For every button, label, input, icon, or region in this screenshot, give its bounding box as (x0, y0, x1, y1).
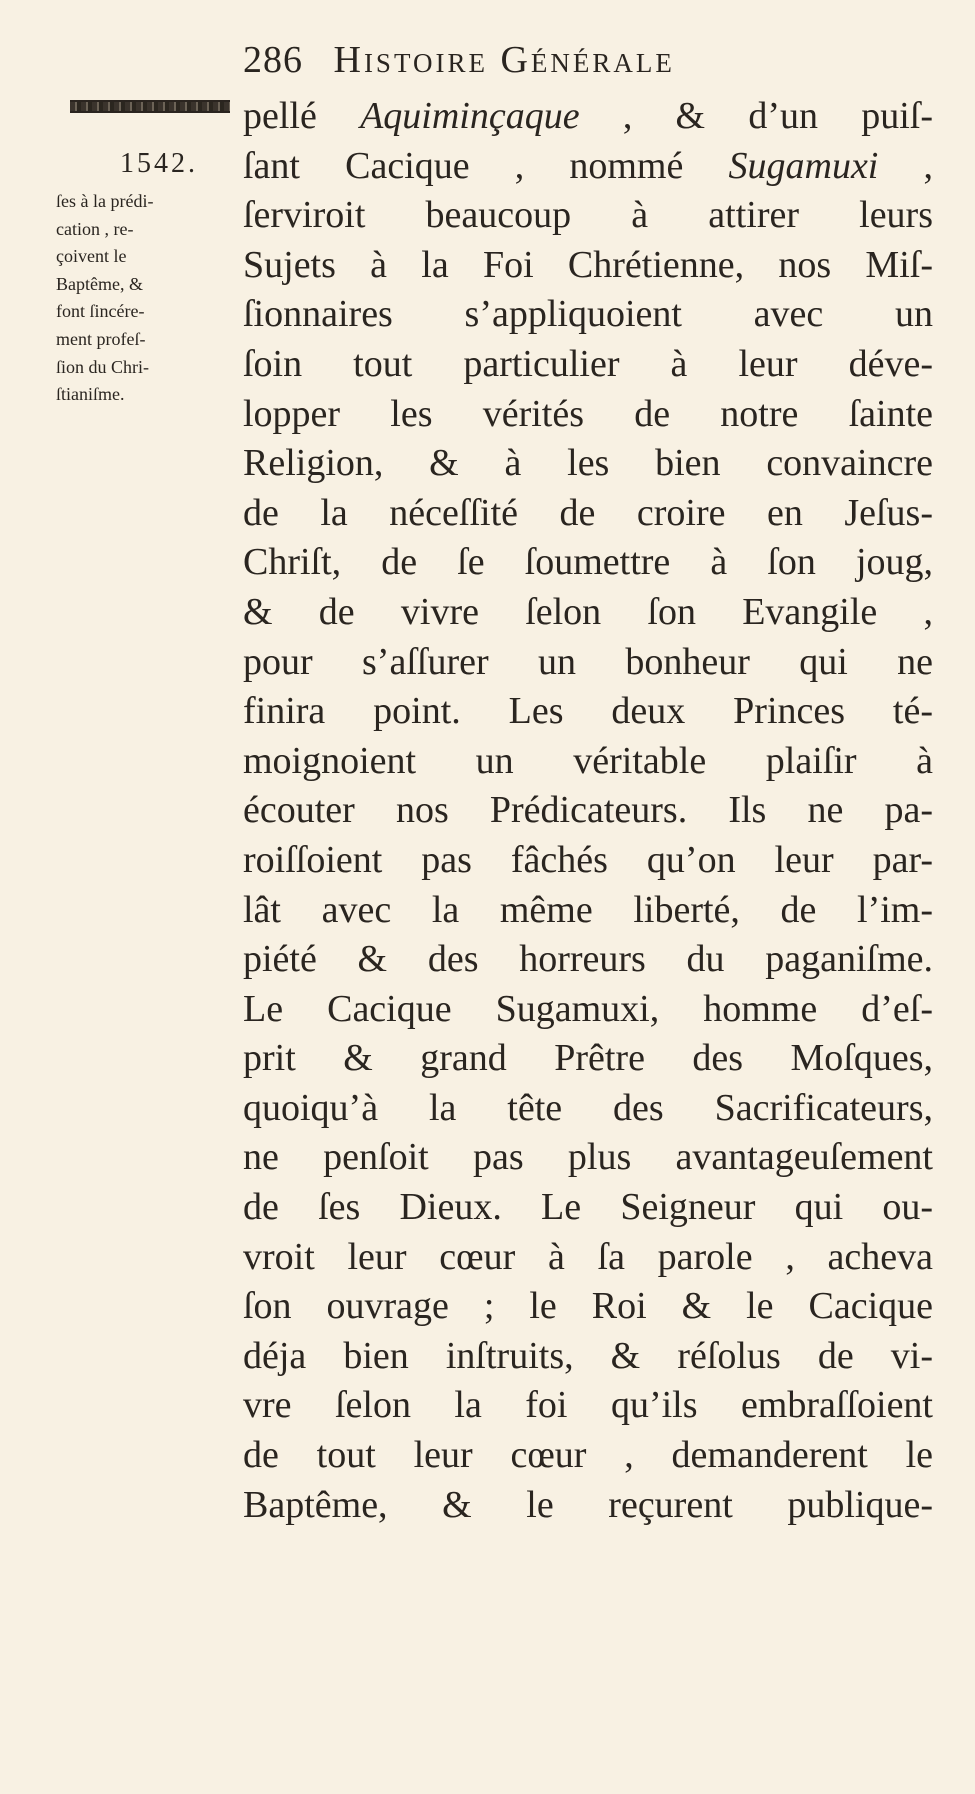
text-line (243, 1481, 933, 1531)
body-text (243, 92, 933, 1530)
text-line (243, 638, 933, 688)
margin-note-line: ſtianiſme. (56, 384, 125, 405)
margin-note-line: ment profeſ- (56, 328, 146, 349)
margin-year: 1542. (120, 148, 198, 179)
text-segment: roiſſoient pas fâchés qu’on leur par- (243, 838, 933, 881)
text-line (243, 1034, 933, 1084)
text-segment: ſon ouvrage ; le Roi & le Cacique (243, 1285, 933, 1328)
text-line (243, 1233, 933, 1283)
text-segment: ſerviroit beaucoup à attirer leurs (243, 194, 933, 237)
text-line (243, 1133, 933, 1183)
text-line (243, 241, 933, 291)
text-line (243, 737, 933, 787)
text-segment: moignoient un véritable plaiſir à (243, 739, 933, 782)
text-segment: ſant Cacique , nommé (243, 144, 729, 187)
text-segment: pellé (243, 95, 361, 137)
text-segment: , (878, 144, 933, 187)
text-line (243, 1084, 933, 1134)
running-header (243, 38, 675, 82)
text-segment: déja bien inſtruits, & réſolus de vi- (243, 1334, 933, 1377)
page-number: 286 (243, 39, 303, 81)
text-segment: de la néceſſité de croire en Jeſus- (243, 491, 933, 534)
italic-name: Sugamuxi (728, 144, 879, 187)
text-segment: Le Cacique Sugamuxi, homme d’eſ- (243, 987, 933, 1030)
text-line (243, 489, 933, 539)
italic-name: Aquiminçaque (360, 95, 580, 137)
margin-note (56, 188, 236, 409)
text-segment: de tout leur cœur , demanderent le (243, 1434, 933, 1477)
text-segment: ſoin tout particulier à leur déve- (243, 342, 933, 385)
text-line (243, 1431, 933, 1481)
text-line (243, 92, 933, 142)
text-segment: vre ſelon la foi qu’ils embraſſoient (243, 1384, 933, 1427)
margin-note-line: Baptême, & (56, 273, 143, 294)
text-segment: Sujets à la Foi Chrétienne, nos Miſ- (243, 243, 933, 286)
text-segment: Religion, & à les bien convaincre (243, 442, 933, 485)
text-line (243, 538, 933, 588)
margin-note-line: çoivent le (56, 246, 127, 267)
text-segment: ſionnaires s’appliquoient avec un (243, 293, 933, 336)
text-segment: quoiqu’à la tête des Sacrificateurs, (243, 1086, 933, 1129)
text-segment: piété & des horreurs du paganiſme. (243, 938, 933, 981)
text-line (243, 687, 933, 737)
text-line (243, 390, 933, 440)
text-segment: , & d’un puiſ- (579, 95, 933, 137)
text-segment: finira point. Les deux Princes té- (243, 690, 933, 733)
text-line (243, 1183, 933, 1233)
text-line (243, 985, 933, 1035)
text-line (243, 886, 933, 936)
margin-note-line: ſion du Chri- (56, 356, 149, 377)
text-line (243, 836, 933, 886)
text-line (243, 935, 933, 985)
text-segment: pour s’aſſurer un bonheur qui ne (243, 640, 933, 683)
text-line (243, 786, 933, 836)
text-segment: vroit leur cœur à ſa parole , acheva (243, 1235, 933, 1278)
text-segment: Chriſt, de ſe ſoumettre à ſon joug, (243, 541, 933, 584)
text-line (243, 439, 933, 489)
margin-note-line: cation , re- (56, 218, 134, 239)
text-line (243, 142, 933, 192)
ornament-rule (70, 100, 230, 113)
text-line (243, 191, 933, 241)
text-line (243, 1332, 933, 1382)
running-title: Histoire Générale (333, 39, 675, 81)
text-line (243, 1282, 933, 1332)
text-line (243, 340, 933, 390)
text-segment: lopper les vérités de notre ſainte (243, 392, 933, 435)
text-line (243, 588, 933, 638)
text-segment: Baptême, & le reçurent publique- (243, 1483, 933, 1526)
text-segment: écouter nos Prédicateurs. Ils ne pa- (243, 789, 933, 832)
text-segment: & de vivre ſelon ſon Evangile , (243, 590, 933, 633)
text-segment: lât avec la même liberté, de l’im- (243, 888, 933, 931)
text-segment: ne penſoit pas plus avantageuſement (243, 1136, 933, 1179)
text-segment: prit & grand Prêtre des Moſques, (243, 1037, 933, 1080)
text-segment: de ſes Dieux. Le Seigneur qui ou- (243, 1186, 933, 1229)
text-line (243, 1381, 933, 1431)
text-line (243, 290, 933, 340)
margin-note-line: font ſincére- (56, 301, 145, 322)
margin-note-line: ſes à la prédi- (56, 191, 154, 211)
